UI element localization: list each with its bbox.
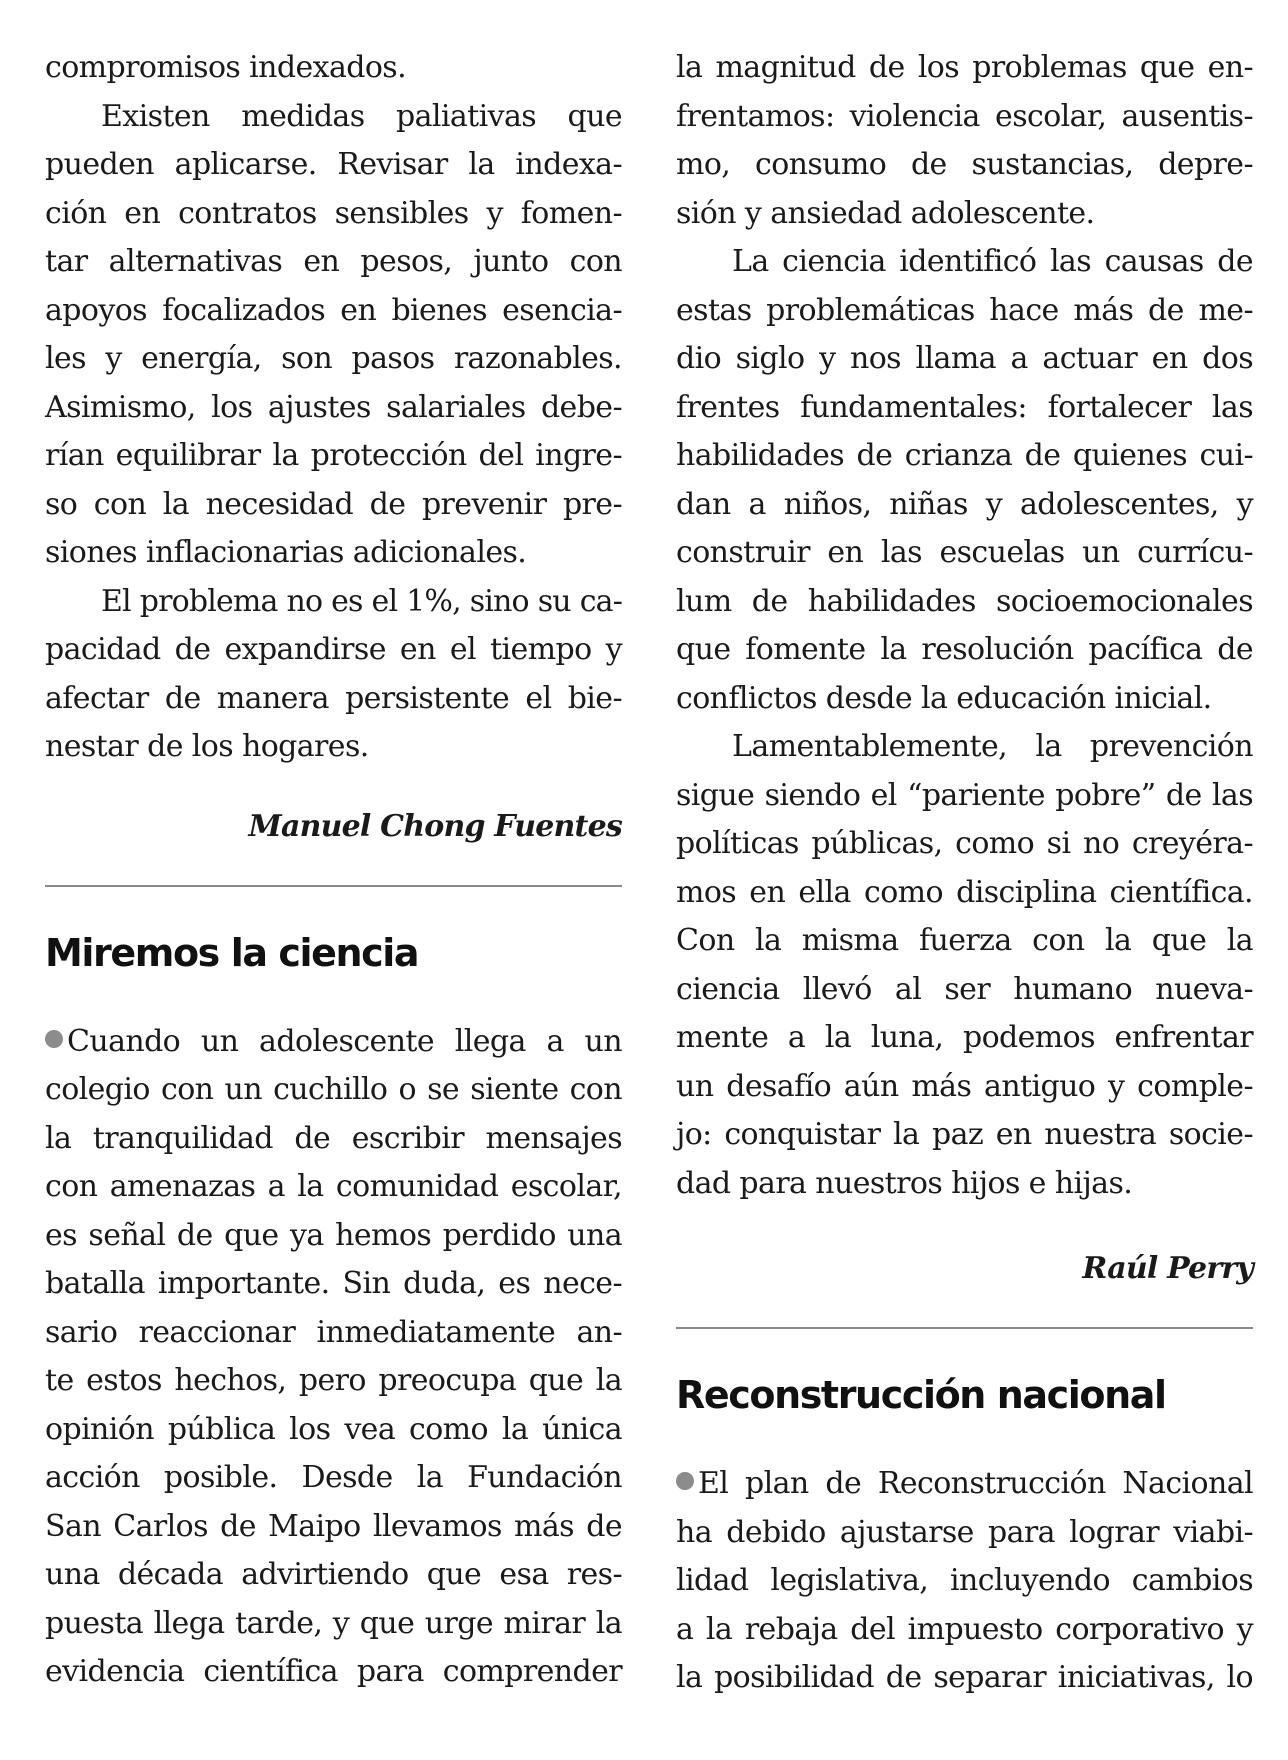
paragraph-medidas-paliativas [45, 93, 622, 578]
heading-miremos-la-ciencia: Miremos la ciencia [45, 930, 419, 975]
paragraph-problema-1-por-ciento [45, 578, 622, 772]
bullet-icon [45, 1030, 63, 1048]
right-column [676, 44, 1253, 1703]
paragraph-adolescente-cuchillo [45, 1018, 622, 1697]
left-column [45, 44, 622, 1697]
text-line: pacidad de expandirse en el tiempo y [45, 632, 622, 667]
text-line: que fomente la resolución pacífica de [676, 632, 1253, 667]
text-line: construir en las escuelas un currícu- [676, 535, 1253, 570]
text-line: la posibilidad de separar iniciativas, lo [676, 1660, 1253, 1695]
section-divider [45, 885, 622, 887]
text-line: habilidades de crianza de quienes cui- [676, 438, 1253, 473]
text-line: políticas públicas, como si no creyéra- [676, 826, 1253, 861]
text-line [676, 1460, 1253, 1509]
text-line: dan a niños, niñas y adolescentes, y [676, 486, 1253, 522]
text-line: una década advirtiendo que esa res- [45, 1557, 622, 1592]
text-line: frentes fundamentales: fortalecer las [676, 389, 1253, 425]
section-divider [676, 1327, 1253, 1329]
paragraph-ciencia-identifico [676, 238, 1253, 723]
text-line: jo: conquistar la paz en nuestra socie- [676, 1117, 1253, 1152]
text-line-content: El plan de Reconstrucción Nacional [698, 1466, 1253, 1501]
text-line: te estos hechos, pero preocupa que la [45, 1363, 622, 1398]
text-line: rían equilibrar la protección del ingre- [45, 438, 622, 473]
text-line: afectar de manera persistente el bie- [45, 680, 622, 716]
text-line-content: Cuando un adolescente llega a un [67, 1023, 622, 1059]
text-line: conflictos desde la educación inicial. [676, 680, 1212, 716]
paragraph-indexados-end [45, 44, 622, 93]
text-line: ciencia llevó al ser humano nueva- [676, 971, 1253, 1007]
text-line: un desafío aún más antiguo y comple- [676, 1068, 1253, 1104]
text-line: mo, consumo de sustancias, depre- [676, 147, 1253, 182]
text-line: batalla importante. Sin duda, es nece- [45, 1266, 622, 1301]
text-line: dad para nuestros hijos e hijas. [676, 1165, 1133, 1201]
text-line: la tranquilidad de escribir mensajes [45, 1120, 622, 1156]
text-line: Existen medidas paliativas que [101, 98, 622, 134]
text-line: a la rebaja del impuesto corporativo y [676, 1611, 1253, 1647]
text-line: compromisos indexados. [45, 50, 407, 85]
text-line: nestar de los hogares. [45, 729, 369, 764]
text-line: acción posible. Desde la Fundación [45, 1460, 622, 1495]
text-line: puesta llega tarde, y que urge mirar la [45, 1605, 622, 1641]
text-line: lum de habilidades socioemocionales [676, 583, 1253, 619]
text-line: pueden aplicarse. Revisar la indexa- [45, 147, 622, 182]
text-line: San Carlos de Maipo llevamos más de [45, 1508, 622, 1544]
signature-manuel-chong-fuentes: Manuel Chong Fuentes [248, 808, 622, 844]
text-line: La ciencia identificó las causas de [732, 244, 1253, 279]
bullet-icon [676, 1472, 694, 1490]
text-line: sario reaccionar inmediatamente an- [45, 1314, 622, 1350]
text-line: les y energía, son pasos razonables. [45, 341, 622, 376]
text-line: sigue siendo el “pariente pobre” de las [676, 777, 1253, 813]
paragraph-lamentablemente-prevencion [676, 723, 1253, 1208]
paragraph-magnitud-problemas [676, 44, 1253, 238]
text-line: El problema no es el 1%, sino su ca- [101, 583, 622, 619]
text-line: lidad legislativa, incluyendo cambios [676, 1563, 1253, 1598]
paragraph-plan-reconstruccion [676, 1460, 1253, 1703]
text-line: colegio con un cuchillo o se siente con [45, 1072, 622, 1107]
text-line: ha debido ajustarse para lograr viabi- [676, 1514, 1253, 1550]
text-line: siones inflacionarias adicionales. [45, 535, 527, 570]
text-line: sión y ansiedad adolescente. [676, 195, 1095, 231]
text-line: apoyos focalizados en bienes esencia- [45, 292, 622, 328]
text-line: tar alternativas en pesos, junto con [45, 244, 622, 279]
text-line: la magnitud de los problemas que en- [676, 50, 1253, 85]
text-line: dio siglo y nos llama a actuar en dos [676, 341, 1253, 376]
text-line: ción en contratos sensibles y fomen- [45, 195, 622, 231]
text-line: so con la necesidad de prevenir pre- [45, 486, 622, 522]
text-line: estas problemáticas hace más de me- [676, 292, 1253, 328]
text-line: Con la misma fuerza con la que la [676, 923, 1253, 958]
text-line: Asimismo, los ajustes salariales debe- [45, 389, 622, 425]
heading-reconstruccion-nacional: Reconstrucción nacional [676, 1373, 1166, 1417]
text-line: con amenazas a la comunidad escolar, [45, 1169, 622, 1204]
signature-raul-perry: Raúl Perry [1082, 1251, 1253, 1286]
text-line: mente a la luna, podemos enfrentar [676, 1020, 1253, 1055]
text-line: Lamentablemente, la prevención [732, 729, 1253, 764]
text-line: frentamos: violencia escolar, ausentis- [676, 98, 1253, 134]
text-line [45, 1018, 622, 1067]
text-line: es señal de que ya hemos perdido una [45, 1217, 622, 1253]
text-line: mos en ella como disciplina científica. [676, 874, 1253, 910]
text-line: evidencia científica para comprender [45, 1654, 622, 1689]
text-line: opinión pública los vea como la única [45, 1411, 622, 1447]
